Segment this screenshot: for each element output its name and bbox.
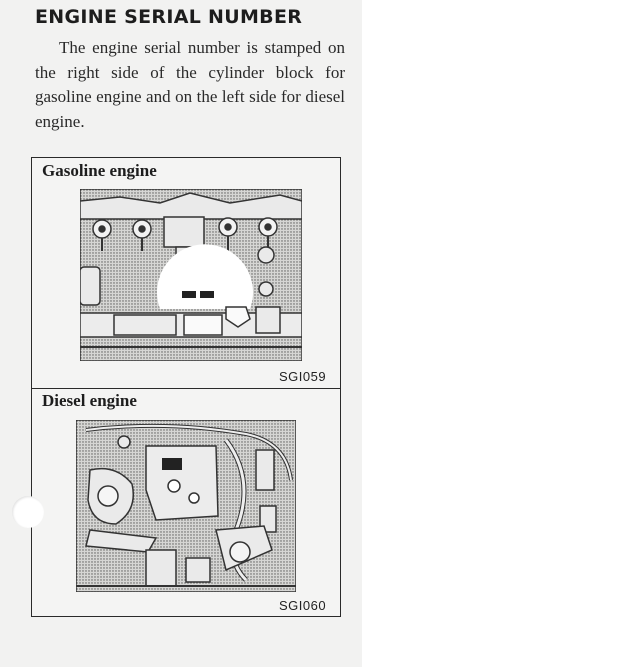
gasoline-figure-code: SGI059 <box>279 369 327 384</box>
section-heading: ENGINE SERIAL NUMBER <box>35 6 303 28</box>
gasoline-engine-illustration <box>80 189 302 361</box>
figure-box <box>31 157 341 617</box>
diesel-engine-label: Diesel engine <box>42 391 137 410</box>
punch-hole <box>12 496 44 528</box>
diesel-engine-illustration <box>76 420 296 592</box>
section-description: The engine serial number is stamped on the right side of the cylinder block for gasoline engine and on the left side for diesel engine. <box>35 38 345 131</box>
panel-divider <box>32 388 340 389</box>
diesel-figure-code: SGI060 <box>279 598 327 613</box>
gasoline-engine-label: Gasoline engine <box>42 161 157 180</box>
